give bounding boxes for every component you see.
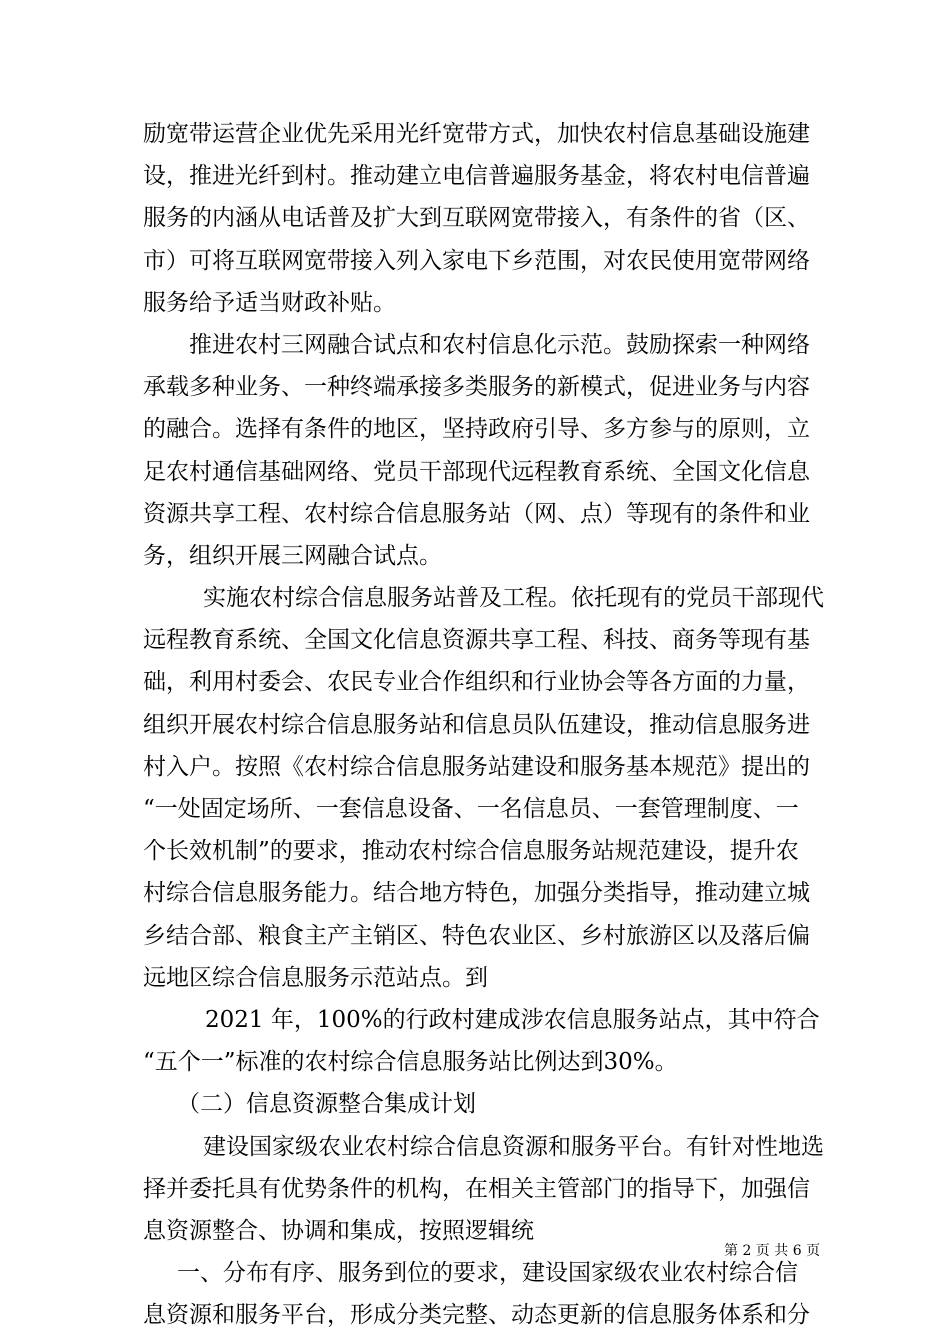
section-heading: （二）信息资源整合集成计划 <box>177 1091 476 1118</box>
text-line: 础，利用村委会、农民专业合作组织和行业协会等各方面的力量， <box>143 669 810 696</box>
text-line: 服务的内涵从电话普及扩大到互联网宽带接入，有条件的省（区、 <box>143 205 810 232</box>
text-line: “一处固定场所、一套信息设备、一名信息员、一套管理制度、一 <box>143 796 799 822</box>
text-line: 的融合。选择有条件的地区，坚持政府引导、多方参与的原则，立 <box>143 416 810 443</box>
text-line: 推进农村三网融合试点和农村信息化示范。鼓励探索一种网络 <box>189 331 810 358</box>
text-line: 实施农村综合信息服务站普及工程。依托现有的党员干部现代 <box>203 585 824 612</box>
text-line: 息资源整合、协调和集成，按照逻辑统 <box>143 1217 534 1244</box>
body-text <box>143 113 824 1336</box>
text-line: 乡结合部、粮食主产主销区、特色农业区、乡村旅游区以及落后偏 <box>143 922 810 949</box>
text-line: 建设国家级农业农村综合信息资源和服务平台。有针对性地选 <box>203 1133 824 1160</box>
text-line: 远地区综合信息服务示范站点。到 <box>143 964 488 991</box>
text-line: 息资源和服务平台，形成分类完整、动态更新的信息服务体系和分 <box>143 1302 810 1329</box>
text-line: 市）可将互联网宽带接入列入家电下乡范围，对农民使用宽带网络 <box>143 247 810 274</box>
text-line: 资源共享工程、农村综合信息服务站（网、点）等现有的条件和业 <box>143 500 810 527</box>
page-number: 第 2 页 共 6 页 <box>724 1243 821 1259</box>
text-line: 择并委托具有优势条件的机构，在相关主管部门的指导下，加强信 <box>143 1175 810 1202</box>
text-line: 村入户。按照《农村综合信息服务站建设和服务基本规范》提出的 <box>143 753 810 780</box>
text-line: 务，组织开展三网融合试点。 <box>143 542 442 569</box>
text-line: 服务给予适当财政补贴。 <box>143 289 396 316</box>
text-line: 一、分布有序、服务到位的要求，建设国家级农业农村综合信 <box>177 1260 798 1287</box>
text-line: 组织开展农村综合信息服务站和信息员队伍建设，推动信息服务进 <box>143 711 810 738</box>
text-line: 个长效机制”的要求，推动农村综合信息服务站规范建设，提升农 <box>143 838 799 865</box>
text-line: 设，推进光纤到村。推动建立电信普遍服务基金，将农村电信普遍 <box>143 163 810 190</box>
text-line: “五个一”标准的农村综合信息服务站比例达到30%。 <box>143 1049 678 1076</box>
text-line: 励宽带运营企业优先采用光纤宽带方式，加快农村信息基础设施建 <box>143 121 810 147</box>
text-line: 村综合信息服务能力。结合地方特色，加强分类指导，推动建立城 <box>143 880 810 907</box>
text-line: 远程教育系统、全国文化信息资源共享工程、科技、商务等现有基 <box>143 627 810 654</box>
text-line: 2021 年，100%的行政村建成涉农信息服务站点，其中符合 <box>205 1006 820 1033</box>
text-line: 承载多种业务、一种终端承接多类服务的新模式，促进业务与内容 <box>143 374 810 401</box>
text-line: 足农村通信基础网络、党员干部现代远程教育系统、全国文化信息 <box>143 458 810 485</box>
